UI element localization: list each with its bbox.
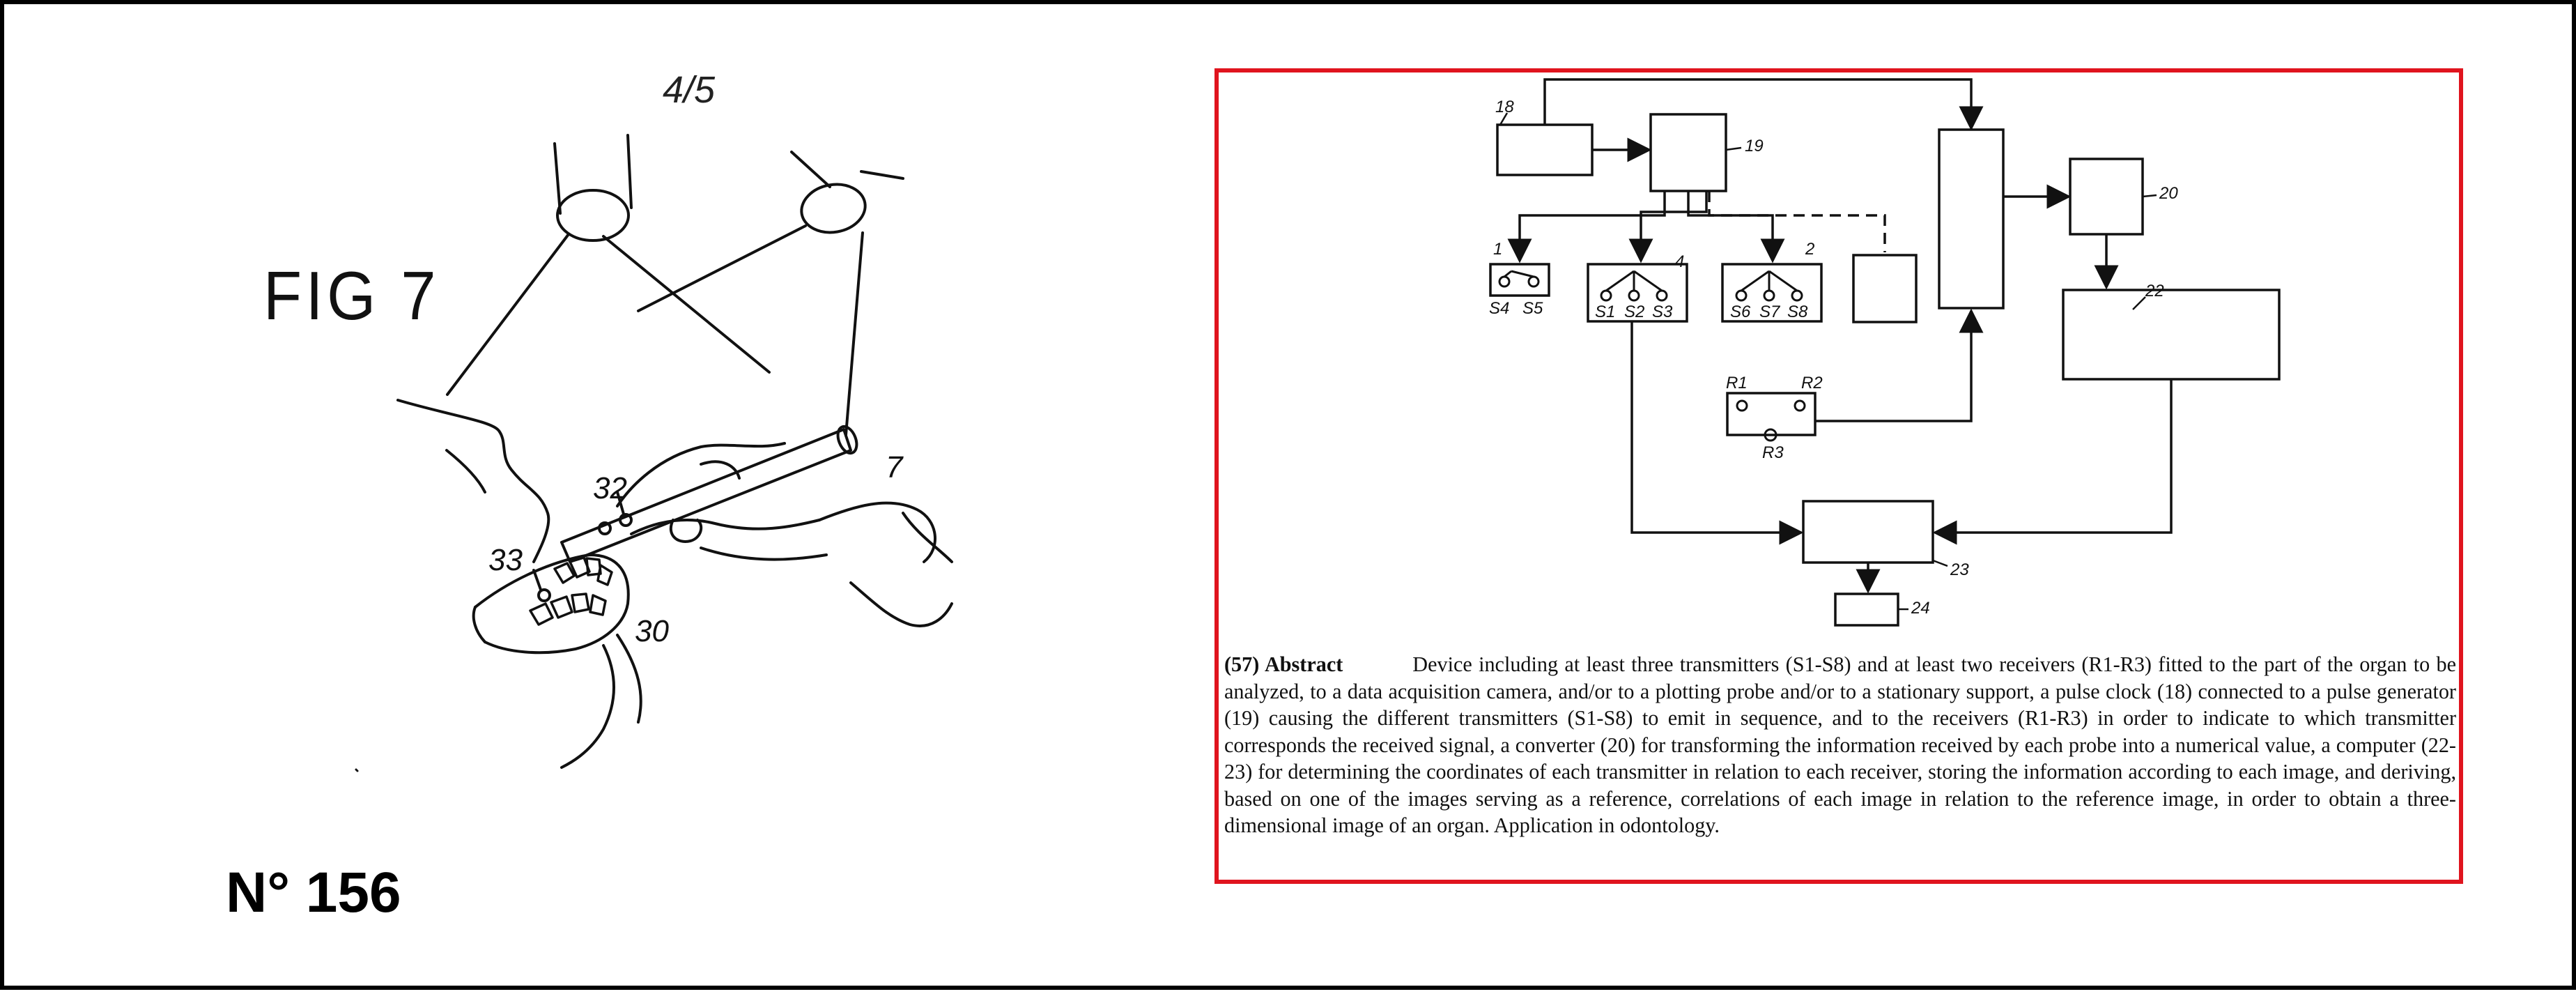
block-20 bbox=[2070, 159, 2143, 234]
camera-right bbox=[638, 152, 903, 435]
block-label-22: 22 bbox=[2145, 282, 2164, 300]
reference-numeral-30: 30 bbox=[635, 614, 669, 648]
sensor-label-s2: S2 bbox=[1624, 303, 1645, 321]
sensor-label-s8: S8 bbox=[1787, 303, 1808, 321]
block-label-18: 18 bbox=[1495, 98, 1514, 116]
reference-numeral-7: 7 bbox=[886, 450, 903, 484]
sensor-label-s1: S1 bbox=[1595, 303, 1616, 321]
block-diagram bbox=[1219, 72, 2459, 644]
document-number: N° 156 bbox=[226, 861, 401, 924]
block-label-4: 4 bbox=[1675, 252, 1685, 271]
reference-numeral-32: 32 bbox=[593, 471, 627, 505]
sensor-label-s7: S7 bbox=[1759, 303, 1780, 321]
block-center bbox=[1939, 130, 2003, 308]
receiver-label-r3: R3 bbox=[1762, 443, 1784, 462]
block-19 bbox=[1651, 114, 1726, 191]
sensor-label-s5: S5 bbox=[1522, 299, 1543, 318]
figure-label: FIG 7 bbox=[263, 257, 440, 334]
block-18 bbox=[1497, 125, 1592, 175]
abstract-body: Device including at least three transmitters (S1-S8) and at least two receivers (R1-R3) fitted to the part of the organ to be analyzed, to a data acquisition camera, and/or to a plotting probe and/or to a stationary support, a pulse clock (18) connected to a pulse generator (19) causing the different transmitters (S1-S8) to emit in sequence, and to the receivers (R1-R3) in order to indicate to which transmitter corresponds the received signal, a converter (20) for transforming the information received by each probe into a numerical value, a computer (22-23) for determining the coordinates of each transmitter in relation to each receiver, storing the information according to each image, and deriving, based on one of the images serving as a reference, correlations of each image in relation to the reference image, in order to obtain a three-dimensional image of an organ. Application in odontology. bbox=[1224, 652, 2456, 837]
block-label-20: 20 bbox=[2159, 184, 2178, 203]
receiver-label-r1: R1 bbox=[1726, 374, 1748, 392]
block-24 bbox=[1835, 594, 1898, 625]
sensor-label-s4: S4 bbox=[1489, 299, 1510, 318]
sensor-label-s3: S3 bbox=[1652, 303, 1673, 321]
block-23 bbox=[1803, 501, 1933, 563]
drawing-sheet-number: 4/5 bbox=[663, 69, 716, 111]
block-small bbox=[1853, 255, 1916, 322]
block-label-19: 19 bbox=[1745, 137, 1764, 155]
receiver-label-r2: R2 bbox=[1801, 374, 1823, 392]
abstract-heading: (57) Abstract bbox=[1224, 652, 1343, 676]
sensor-label-s6: S6 bbox=[1730, 303, 1751, 321]
block-22 bbox=[2063, 290, 2279, 379]
abstract-paragraph bbox=[1224, 651, 2456, 839]
abstract-box bbox=[1214, 68, 2463, 884]
block-label-23: 23 bbox=[1950, 560, 1969, 579]
block-label-2: 2 bbox=[1805, 240, 1815, 259]
block-label-24: 24 bbox=[1911, 599, 1930, 618]
reference-numeral-33: 33 bbox=[488, 543, 523, 577]
block-label-1: 1 bbox=[1493, 240, 1503, 259]
patent-drawing-panel bbox=[4, 4, 1189, 994]
camera-left bbox=[447, 135, 769, 395]
